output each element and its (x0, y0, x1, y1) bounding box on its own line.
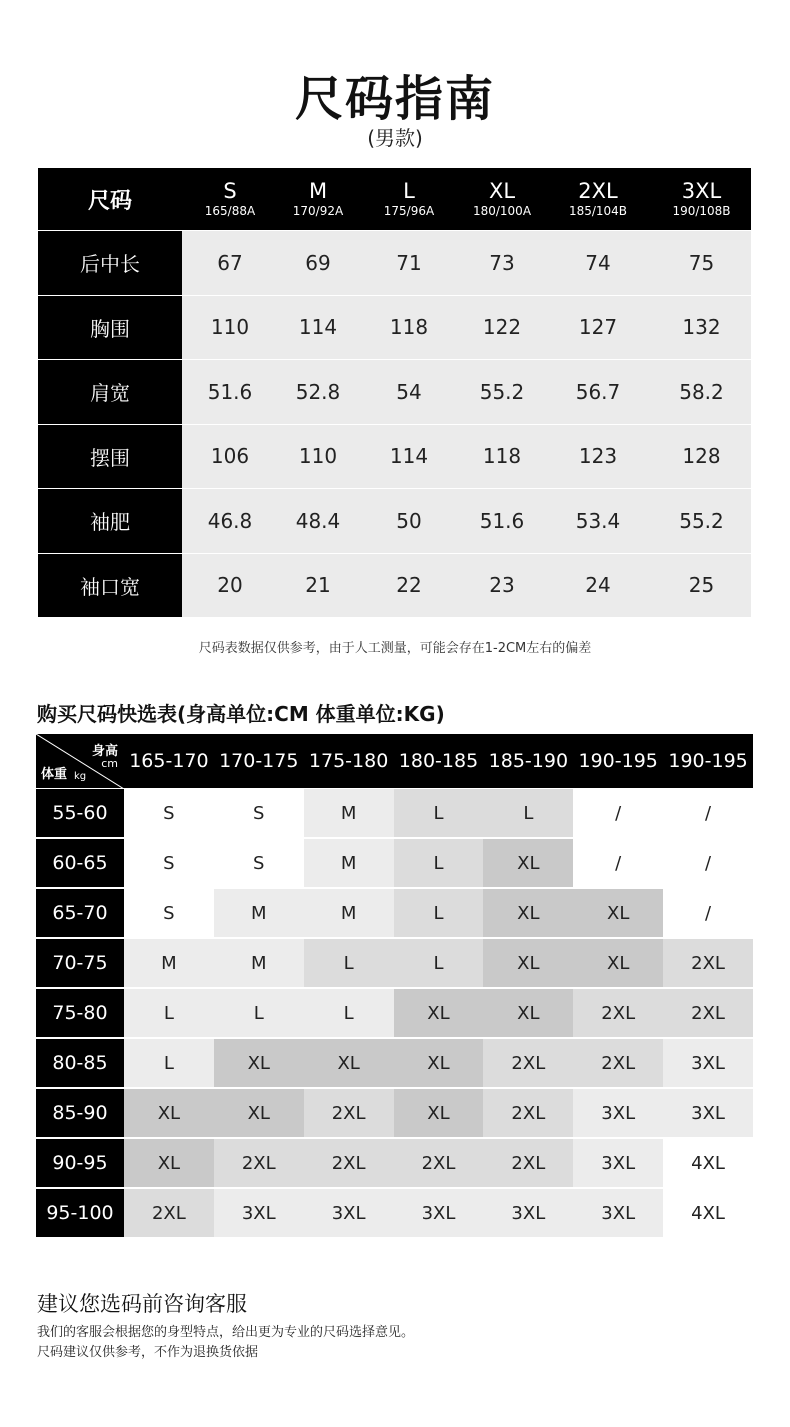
size-column-header (358, 168, 460, 230)
height-unit: cm (101, 757, 118, 770)
measurement-value: 20 (217, 573, 243, 598)
measurement-value: 69 (305, 250, 331, 275)
height-range-header: 180-185 (394, 734, 484, 789)
measurement-value: 75 (688, 250, 715, 275)
measurement-label: 摆围 (38, 425, 182, 490)
recommended-size-cell: L (214, 989, 304, 1039)
quick-table-row (36, 889, 753, 939)
measurement-value: 54 (396, 379, 422, 404)
size-table-row (38, 231, 751, 296)
quick-table-row (36, 1139, 753, 1189)
measurement-value: 118 (482, 444, 522, 469)
recommended-size-cell: XL (214, 1039, 304, 1089)
recommended-size-cell: XL (483, 939, 573, 989)
quick-table-row (36, 989, 753, 1039)
measurement-value: 50 (396, 508, 422, 533)
measurement-value: 51.6 (479, 508, 525, 533)
measurement-value: 58.2 (679, 379, 724, 404)
recommended-size-cell: S (124, 789, 214, 839)
recommended-size-cell: 2XL (483, 1039, 573, 1089)
recommended-size-cell: L (394, 839, 484, 889)
measurement-label: 袖口宽 (38, 554, 182, 619)
recommended-size-cell: 2XL (483, 1089, 573, 1139)
measurement-value: 67 (217, 250, 243, 275)
height-range-header: 165-170 (124, 734, 214, 789)
recommended-size-cell: M (214, 939, 304, 989)
quick-table-row (36, 939, 753, 989)
recommended-size-cell: M (304, 789, 394, 839)
recommended-size-cell: 2XL (663, 989, 753, 1039)
recommended-size-cell: / (573, 789, 663, 839)
size-column-header (182, 168, 278, 230)
measurement-value: 127 (578, 315, 618, 340)
measurement-value: 56.7 (575, 379, 621, 404)
recommended-size-cell: 2XL (304, 1089, 394, 1139)
recommended-size-cell: XL (573, 889, 663, 939)
measurement-value: 110 (298, 444, 338, 469)
weight-range-label: 55-60 (36, 789, 124, 839)
measurement-value: 22 (396, 573, 422, 598)
recommended-size-cell: XL (394, 1089, 484, 1139)
size-spec: 170/92A (292, 204, 344, 218)
recommended-size-cell: / (663, 789, 753, 839)
quick-table-row (36, 1039, 753, 1089)
recommended-size-cell: 2XL (124, 1189, 214, 1239)
recommended-size-cell: XL (573, 939, 663, 989)
recommended-size-cell: 3XL (304, 1189, 394, 1239)
recommended-size-cell: L (304, 939, 394, 989)
quick-table-header-row (36, 734, 753, 789)
recommended-size-cell: XL (124, 1089, 214, 1139)
recommended-size-cell: XL (394, 989, 484, 1039)
size-spec: 165/88A (204, 204, 256, 218)
recommended-size-cell: S (124, 889, 214, 939)
height-range-header: 185-190 (483, 734, 573, 789)
height-range-header: 190-195 (573, 734, 663, 789)
recommended-size-cell: 2XL (394, 1139, 484, 1189)
measurement-label: 袖肥 (38, 489, 182, 554)
weight-unit: kg (74, 771, 87, 782)
size-name: S (223, 179, 237, 203)
recommended-size-cell: 3XL (573, 1189, 663, 1239)
recommended-size-cell: 3XL (394, 1189, 484, 1239)
measurement-value: 46.8 (207, 508, 253, 533)
size-table-note: 尺码表数据仅供参考，由于人工测量，可能会存在1-2CM左右的偏差 (198, 641, 592, 656)
height-range-header: 190-195 (663, 734, 753, 789)
quick-select-title: 购买尺码快选表(身高单位:CM 体重单位:KG) (37, 702, 445, 726)
measurement-value: 132 (682, 315, 721, 340)
recommended-size-cell: XL (124, 1139, 214, 1189)
size-table-header-row (38, 168, 751, 231)
measurement-value: 23 (489, 573, 515, 598)
measurement-value: 114 (389, 444, 429, 469)
size-spec: 180/100A (472, 204, 532, 218)
recommended-size-cell: 2XL (483, 1139, 573, 1189)
measurement-label: 肩宽 (38, 360, 182, 425)
weight-range-label: 90-95 (36, 1139, 124, 1189)
size-spec: 175/96A (383, 204, 435, 218)
recommended-size-cell: 2XL (304, 1139, 394, 1189)
recommended-size-cell: S (124, 839, 214, 889)
recommended-size-cell: 3XL (663, 1039, 753, 1089)
recommended-size-cell: M (304, 839, 394, 889)
measurement-value: 110 (210, 315, 250, 340)
measurement-value: 21 (305, 573, 331, 598)
recommended-size-cell: XL (304, 1039, 394, 1089)
recommended-size-cell: 4XL (663, 1139, 753, 1189)
recommended-size-cell: S (214, 839, 304, 889)
height-label: 身高 (91, 744, 118, 759)
size-name: 2XL (578, 179, 618, 203)
measurement-value: 106 (210, 444, 250, 469)
size-table-row-cells (182, 360, 751, 425)
advice-title: 建议您选码前咨询客服 (37, 1292, 247, 1316)
measurement-value: 73 (489, 250, 515, 275)
size-table-row-cells (182, 231, 751, 296)
measurement-value: 114 (298, 315, 338, 340)
weight-range-label: 60-65 (36, 839, 124, 889)
size-column-header (460, 168, 544, 230)
measurement-value: 55.2 (479, 379, 525, 404)
recommended-size-cell: L (394, 889, 484, 939)
size-table-row-cells (182, 554, 751, 619)
height-range-header: 170-175 (214, 734, 304, 789)
size-table (38, 168, 751, 618)
recommended-size-cell: XL (483, 989, 573, 1039)
weight-range-label: 85-90 (36, 1089, 124, 1139)
measurement-value: 24 (585, 573, 611, 598)
quick-table-row (36, 1089, 753, 1139)
recommended-size-cell: 4XL (663, 1189, 753, 1239)
quick-table-row (36, 789, 753, 839)
recommended-size-cell: / (663, 889, 753, 939)
size-table-row-cells (182, 489, 751, 554)
measurement-value: 123 (578, 444, 618, 469)
page-subtitle: (男款) (367, 126, 423, 150)
recommended-size-cell: S (214, 789, 304, 839)
recommended-size-cell: XL (483, 889, 573, 939)
measurement-value: 53.4 (575, 508, 621, 533)
size-name: XL (488, 179, 516, 203)
recommended-size-cell: 3XL (573, 1139, 663, 1189)
recommended-size-cell: 3XL (663, 1089, 753, 1139)
quick-table-row (36, 839, 753, 889)
recommended-size-cell: M (214, 889, 304, 939)
recommended-size-cell: XL (483, 839, 573, 889)
size-column-header (544, 168, 652, 230)
quick-table-corner (36, 734, 124, 789)
weight-range-label: 75-80 (36, 989, 124, 1039)
recommended-size-cell: 3XL (214, 1189, 304, 1239)
recommended-size-cell: 3XL (573, 1089, 663, 1139)
page-title: 尺码指南 (294, 71, 495, 127)
weight-range-label: 95-100 (36, 1189, 124, 1239)
weight-label: 体重 (41, 767, 68, 782)
size-spec: 185/104B (568, 204, 628, 218)
recommended-size-cell: / (573, 839, 663, 889)
measurement-value: 128 (682, 444, 721, 469)
recommended-size-cell: 2XL (573, 989, 663, 1039)
size-table-header-cells (182, 168, 751, 231)
measurement-value: 55.2 (679, 508, 724, 533)
recommended-size-cell: XL (394, 1039, 484, 1089)
size-column-header (652, 168, 751, 230)
size-table-row (38, 554, 751, 619)
weight-range-label: 65-70 (36, 889, 124, 939)
size-table-row-cells (182, 425, 751, 490)
recommended-size-cell: 2XL (573, 1039, 663, 1089)
quick-table-row (36, 1189, 753, 1239)
measurement-value: 48.4 (295, 508, 341, 533)
size-table-row (38, 489, 751, 554)
quick-select-table (36, 734, 753, 1239)
weight-range-label: 80-85 (36, 1039, 124, 1089)
recommended-size-cell: L (394, 789, 484, 839)
size-table-row-cells (182, 296, 751, 361)
measurement-value: 118 (389, 315, 429, 340)
recommended-size-cell: M (304, 889, 394, 939)
size-table-row (38, 296, 751, 361)
size-column-header (278, 168, 358, 230)
size-table-row (38, 425, 751, 490)
recommended-size-cell: 3XL (483, 1189, 573, 1239)
recommended-size-cell: L (394, 939, 484, 989)
measurement-label: 胸围 (38, 296, 182, 361)
recommended-size-cell: 2XL (663, 939, 753, 989)
size-name: 3XL (681, 179, 722, 203)
measurement-value: 122 (482, 315, 522, 340)
recommended-size-cell: 2XL (214, 1139, 304, 1189)
size-name: L (403, 179, 415, 203)
advice-line: 尺码建议仅供参考，不作为退换货依据 (37, 1345, 259, 1360)
recommended-size-cell: XL (214, 1089, 304, 1139)
size-name: M (308, 179, 328, 203)
measurement-value: 74 (585, 250, 611, 275)
recommended-size-cell: / (663, 839, 753, 889)
size-table-row (38, 360, 751, 425)
recommended-size-cell: L (304, 989, 394, 1039)
advice-line: 我们的客服会根据您的身型特点，给出更为专业的尺码选择意见。 (37, 1325, 415, 1340)
size-table-corner-label: 尺码 (38, 168, 182, 231)
recommended-size-cell: M (124, 939, 214, 989)
measurement-value: 52.8 (295, 379, 341, 404)
height-range-header: 175-180 (304, 734, 394, 789)
size-spec: 190/108B (672, 204, 731, 218)
measurement-value: 51.6 (207, 379, 253, 404)
recommended-size-cell: L (124, 989, 214, 1039)
measurement-value: 71 (396, 250, 422, 275)
weight-range-label: 70-75 (36, 939, 124, 989)
recommended-size-cell: L (124, 1039, 214, 1089)
recommended-size-cell: L (483, 789, 573, 839)
measurement-value: 25 (688, 573, 715, 598)
measurement-label: 后中长 (38, 231, 182, 296)
